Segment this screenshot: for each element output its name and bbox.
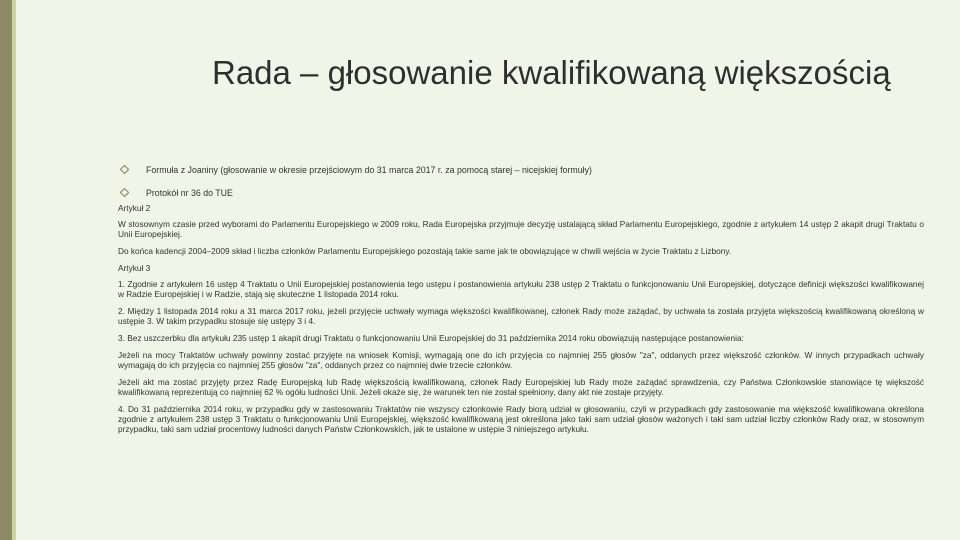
slide-title: Rada – głosowanie kwalifikowaną większością (212, 54, 891, 91)
paragraph: W stosownym czasie przed wyborami do Parlamentu Europejskiego w 2009 roku, Rada Europejska przyjmuje decyzję ustalającą skład Parlamentu Europejskiego, zgodnie z artykułem 14 ustęp 2 akapit drugi Traktatu o Unii Europejskiej. (118, 219, 924, 239)
article-heading: Artykuł 2 (118, 203, 151, 213)
paragraph: 2. Między 1 listopada 2014 roku a 31 marca 2017 roku, jeżeli przyjęcie uchwały wymaga większości kwalifikowanej, członek Rady może zażądać, by uchwała ta została przyjęta większością kwalifikowaną określoną w ustępie 3. W takim przypadku stosuje się ustępy 3 i 4. (118, 306, 924, 326)
paragraph: 1. Zgodnie z artykułem 16 ustęp 4 Traktatu o Unii Europejskiej postanowienia tego ustępu i postanowienia artykułu 238 ustęp 2 Traktatu o funkcjonowaniu Unii Europejskiej, dotyczące definicji większości kwalifikowanej w Radzie Europejskiej i w Radzie, stają się skuteczne 1 listopada 2014 roku. (118, 279, 924, 299)
bullet-item (118, 164, 918, 176)
left-accent-bar (0, 0, 12, 540)
article-heading: Artykuł 3 (118, 263, 151, 273)
paragraph: Do końca kadencji 2004–2009 skład i liczba członków Parlamentu Europejskiego pozostają takie same jak te obowiązujące w chwili wejścia w życie Traktatu z Lizbony. (118, 246, 732, 256)
diamond-bullet-icon (120, 165, 129, 174)
left-accent-stripe (12, 0, 16, 540)
paragraph: 4. Do 31 października 2014 roku, w przypadku gdy w zastosowaniu Traktatów nie wszyscy członkowie Rady biorą udział w głosowaniu, czyli w przypadkach gdy zastosowanie ma większość kwalifikowana określona zgodnie z artykułem 238 ustęp 3 Traktatu o funkcjonowaniu Unii Europejskiej, większość kwalifikowaną jest określona jako taki sam udział głosów ważonych i taki sam udział liczby członków Rady oraz, w stosownym przypadku, taki sam udział procentowy ludności danych Państw Członkowskich, jak te ustalone w ustępie 3 niniejszego artykułu. (118, 404, 924, 434)
bullet-item (118, 187, 918, 199)
paragraph: 3. Bez uszczerbku dla artykułu 235 ustęp 1 akapit drugi Traktatu o funkcjonowaniu Unii Europejskiej do 31 października 2014 roku obowiązują następujące postanowienia: (118, 333, 744, 343)
bullet-text: Formuła z Joaniny (głosowanie w okresie przejściowym do 31 marca 2017 r. za pomocą starej – nicejskiej formuły) (146, 165, 592, 175)
bullet-text: Protokół nr 36 do TUE (146, 188, 233, 198)
paragraph: Jeżeli akt ma zostać przyjęty przez Radę Europejską lub Radę większością kwalifikowaną, członek Rady Europejskiej lub Rady może zażądać sprawdzenia, czy Państwa Członkowskie stanowiące tę większość kwalifikowaną reprezentują co najmniej 62 % ogółu ludności Unii. Jeżeli okaże się, że warunek ten nie został spełniony, dany akt nie zostaje przyjęty. (118, 377, 924, 397)
diamond-bullet-icon (120, 188, 129, 197)
paragraph: Jeżeli na mocy Traktatów uchwały powinny zostać przyjęte na wniosek Komisji, wymagają one do ich przyjęcia co najmniej 255 głosów "za", oddanych przez większość członków. W innych przypadkach uchwały wymagają do ich przyjęcia co najmniej 255 głosów "za", oddanych przez co najmniej dwie trzecie członków. (118, 350, 924, 370)
article-text (118, 203, 924, 441)
